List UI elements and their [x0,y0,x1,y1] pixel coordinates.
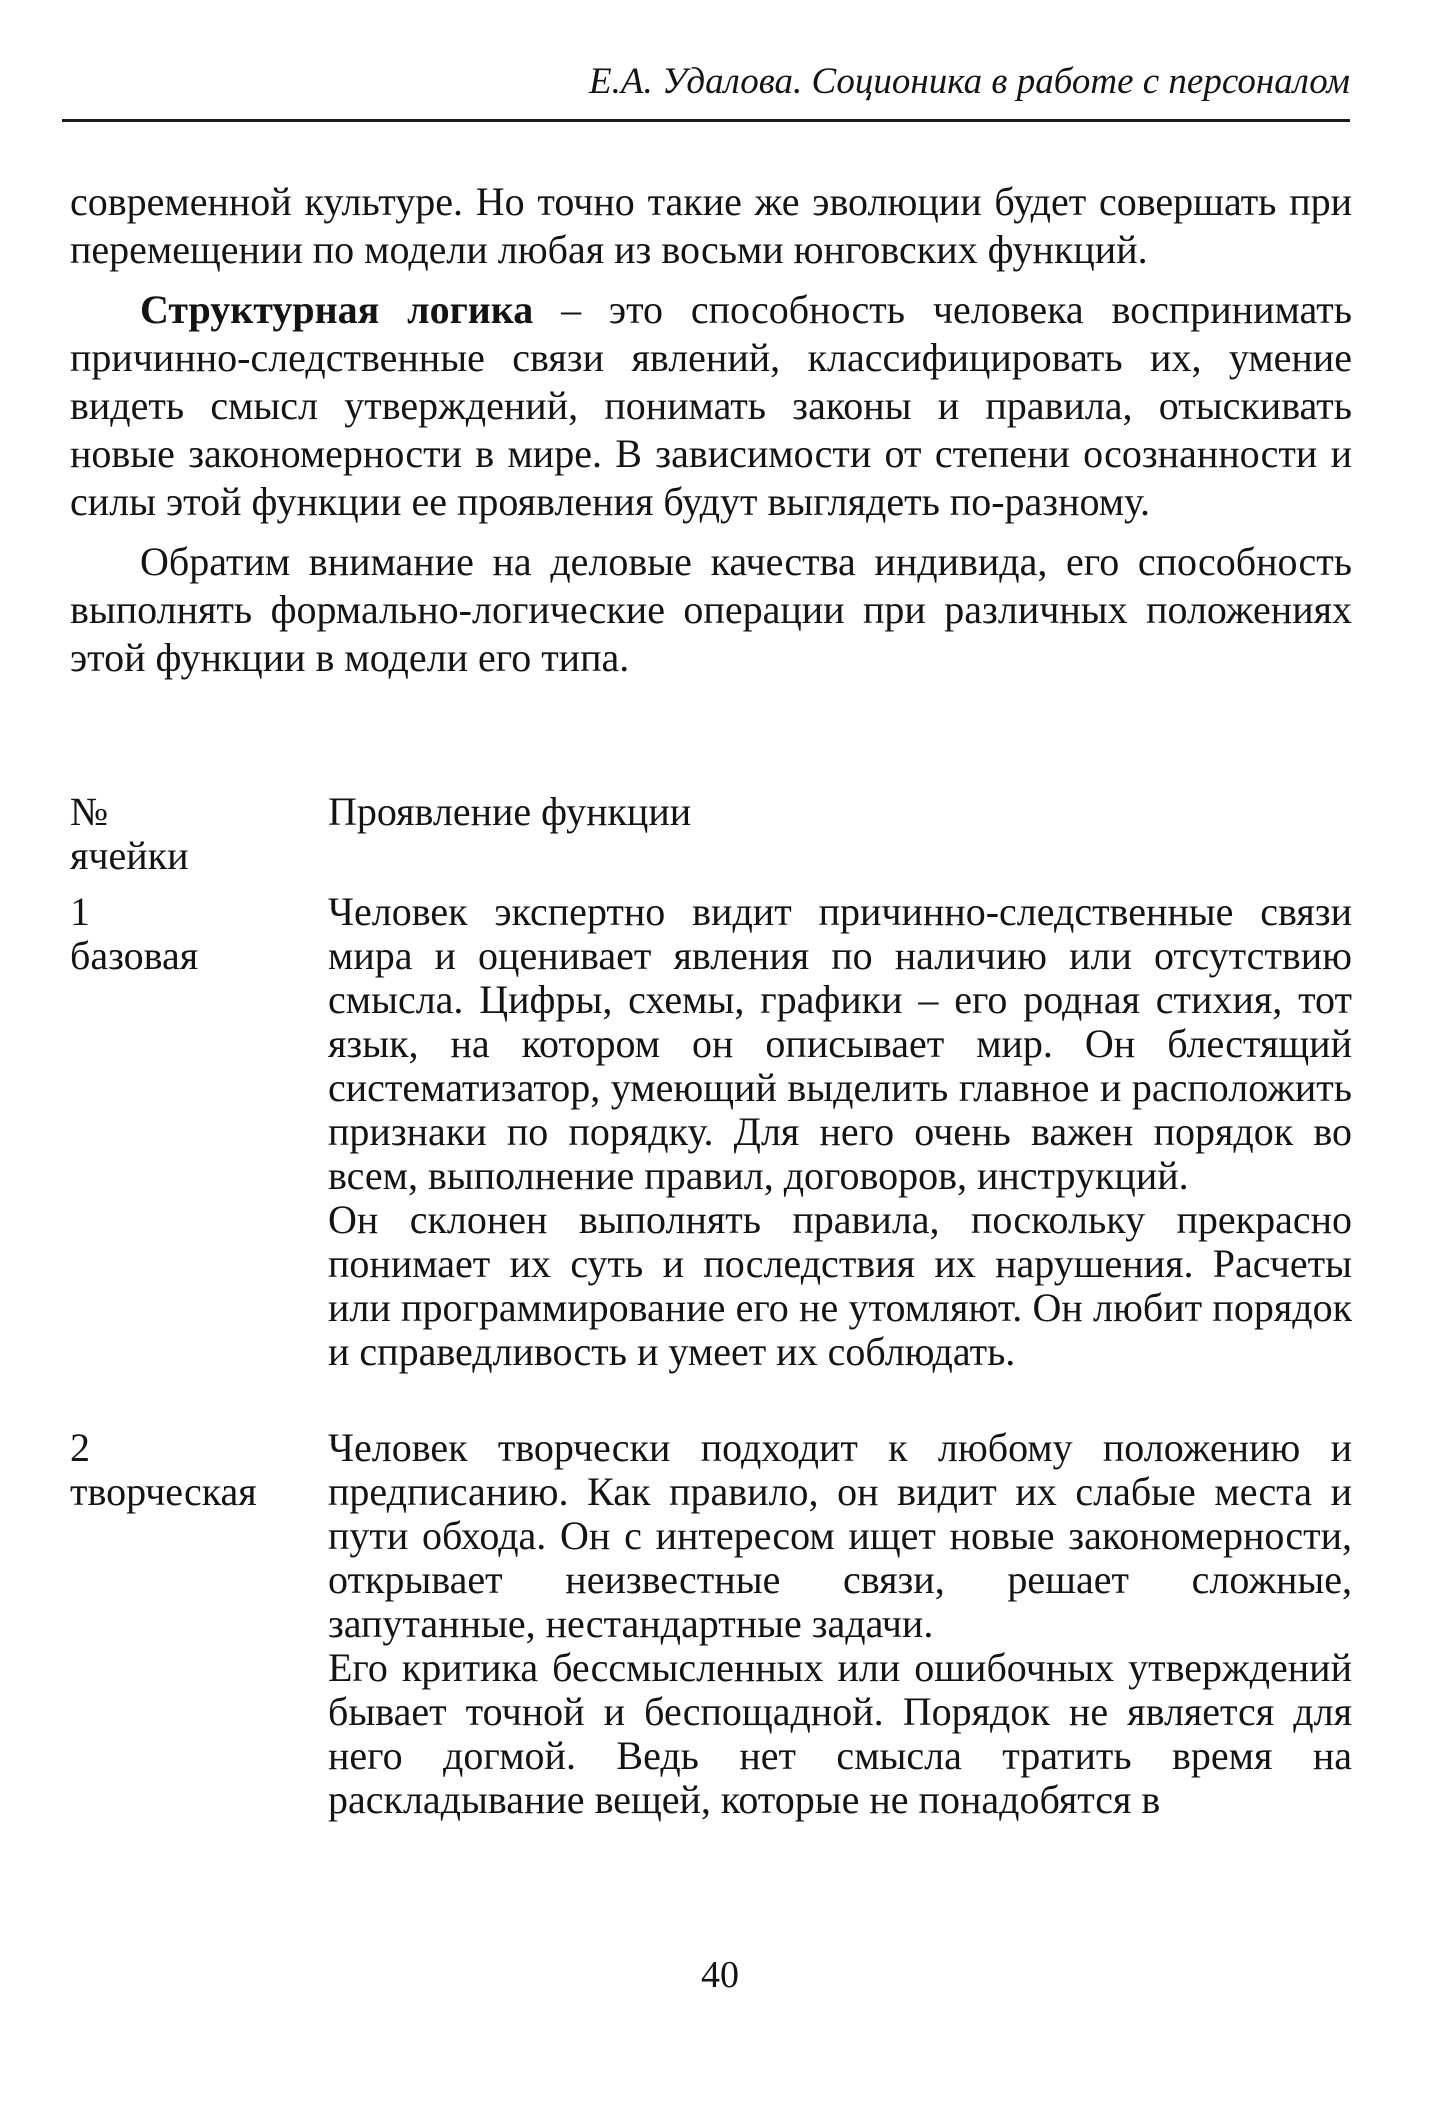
table-row [70,1426,1352,1822]
paragraph-continuation: современной культуре. Но точно такие же эволюции будет совершать при перемещении по модели любая из восьми юнговских функций. [70,179,1352,272]
row-description [328,890,1352,1374]
row-description-paragraph: Человек творчески подходит к любому положению и предписанию. Как правило, он видит их слабые места и пути обхода. Он с интересом ищет новые закономерности, открывает неизвестные связи, решает сложные, запутанные, нестандартные задачи. [328,1425,1352,1646]
row-number: 2 [70,1425,90,1470]
row-label [70,1426,328,1514]
row-label [70,890,328,978]
paragraph-structural-logic [70,286,1352,526]
header-cell-word: ячейки [70,833,189,878]
term-structural-logic: Структурная логика [140,287,534,332]
body-text [70,178,1352,694]
row-description [328,1426,1352,1822]
page-number: 40 [701,1954,739,1996]
header-cell-number [70,790,328,878]
paragraph-structural-logic-text: – это способность человека воспринимать причинно-следственные связи явлений, классифицировать их, умение видеть смысл утверждений, понимать законы и правила, отыскивать новые закономерности в мире. В зависимости от степени осознанности и силы этой функции ее проявления будут выглядеть по-разному. [70,287,1352,524]
paragraph-business-qualities: Обратим внимание на деловые качества индивида, его способность выполнять формально-логические операции при различных положениях этой функции в модели его типа. [70,539,1352,680]
running-head-title: Е.А. Удалова. Соционика в работе с персоналом [589,61,1350,102]
row-description-paragraph: Человек экспертно видит причинно-следственные связи мира и оценивает явления по наличию или отсутствию смысла. Цифры, схемы, графики – его родная стихия, тот язык, на котором он описывает мир. Он блестящий систематизатор, умеющий выделить главное и расположить признаки по порядку. Для него очень важен порядок во всем, выполнение правил, договоров, инструкций. [328,889,1352,1198]
table-header-row [70,790,1352,878]
row-cell-name: творческая [70,1469,257,1514]
row-description-paragraph: Его критика бессмысленных или ошибочных утверждений бывает точной и беспощадной. Порядок не является для него догмой. Ведь нет смысла тратить время на раскладывание вещей, которые не понадобятся в [328,1645,1352,1822]
header-rule [62,119,1350,122]
table-row [70,890,1352,1374]
header-function-manifestation: Проявление функции [328,789,692,834]
cell-description-table [70,790,1352,1822]
header-number-sign: № [70,789,109,834]
row-cell-name: базовая [70,933,199,978]
row-number: 1 [70,889,90,934]
row-description-paragraph: Он склонен выполнять правила, поскольку прекрасно понимает их суть и последствия их нарушения. Расчеты или программирование его не утомляют. Он любит порядок и справедливость и умеет их соблюдать. [328,1197,1352,1374]
